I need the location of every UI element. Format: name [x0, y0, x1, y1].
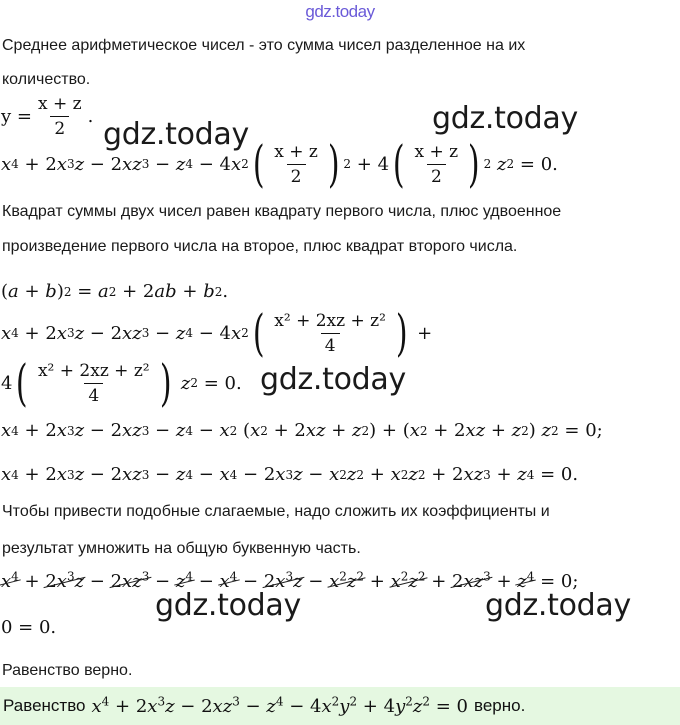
verdict-prefix: Равенство	[3, 696, 86, 715]
text-definition-line1: Среднее арифметическое чисел - это сумма чисел разделенное на их	[2, 37, 526, 54]
text-definition-line2: количество.	[2, 71, 91, 88]
verdict-formula: $x^4 + 2x^3z - 2xz^3 - z^4 - 4x^2y^2 + 4y^2z^2 = 0$	[91, 693, 468, 717]
fraction-square-over-four: $\frac{\text{x² + 2xz + z²}}{4}$	[274, 310, 386, 356]
fraction-half-sum: $\frac{x + z}{2}$	[274, 141, 318, 187]
watermark: gdz.today	[485, 588, 631, 623]
text-square-rule-line1: Квадрат суммы двух чисел равен квадрату первого числа, плюс удвоенное	[2, 203, 562, 220]
verdict-bar	[0, 687, 680, 725]
text-equality-true: Равенство верно.	[2, 662, 133, 679]
fraction-numerator: x + z	[37, 94, 82, 114]
fraction-square-over-four: $\frac{\text{x² + 2xz + z²}}{4}$	[37, 360, 150, 406]
formula-lhs: y =	[1, 106, 32, 127]
fraction-mean	[34, 94, 86, 139]
watermark: gdz.today	[103, 117, 249, 152]
formula-expanded: x 4 + 2 x 3 z − 2 xz 3 − z 4 − x 4 − 2 x 3 z − x 2 z 2 + x 2 z 2 + 2 xz 3 + z 4 = 0.	[1, 464, 579, 485]
formula-substitution: x 4 + 2 x 3 z − 2 xz 3 − z 4 − 4 x 2 ( $\frac{x + z}{2}$ ) 2 + 4 ( $\frac{x + z}{2}$ ) 2 z 2 = 0.	[1, 135, 558, 193]
watermark-top: gdz.today	[305, 2, 375, 21]
watermark: gdz.today	[155, 588, 301, 623]
watermark: gdz.today	[260, 362, 406, 397]
formula-mean-definition: y = $\frac{x + z}{2}$ .	[1, 94, 94, 139]
formula-expansion-part2: 4 ( $\frac{\text{x² + 2xz + z²}}{4}$ ) z 2 = 0.	[1, 354, 242, 412]
fraction-half-sum: $\frac{x + z}{2}$	[414, 141, 459, 187]
text-square-rule-line2: произведение первого числа на второе, плюс квадрат второго числа.	[2, 238, 518, 255]
formula-square-identity: ( a + b ) 2 = a 2 + 2 ab + b 2 .	[1, 281, 229, 302]
formula-simplified: x 4 + 2 x 3 z − 2 xz 3 − z 4 − x 2 ( x 2 + 2 xz + z 2 ) + ( x 2 + 2 xz + z 2 ) z 2 = 0;	[1, 420, 603, 441]
formula-cancelled: $x^4$ + $2x^3z$ − $2xz^3$ − $z^4$ − $x^4$ − $2x^3z$ − $x^2z^2$ + $x^2z^2$ + $2xz^3$ + $z^4$ = 0;	[1, 569, 579, 592]
text-like-terms-line1: Чтобы привести подобные слагаемые, надо сложить их коэффициенты и	[2, 503, 550, 520]
text-like-terms-line2: результат умножить на общую буквенную часть.	[2, 540, 361, 557]
watermark: gdz.today	[432, 101, 578, 136]
formula-expansion-part1: x 4 + 2 x 3 z − 2 xz 3 − z 4 − 4 x 2 ( $\frac{\text{x² + 2xz + z²}}{4}$ ) +	[1, 304, 433, 362]
verdict-suffix: верно.	[473, 696, 526, 715]
fraction-denominator: 2	[50, 116, 69, 139]
formula-zero-equals-zero: 0 = 0.	[1, 617, 57, 638]
